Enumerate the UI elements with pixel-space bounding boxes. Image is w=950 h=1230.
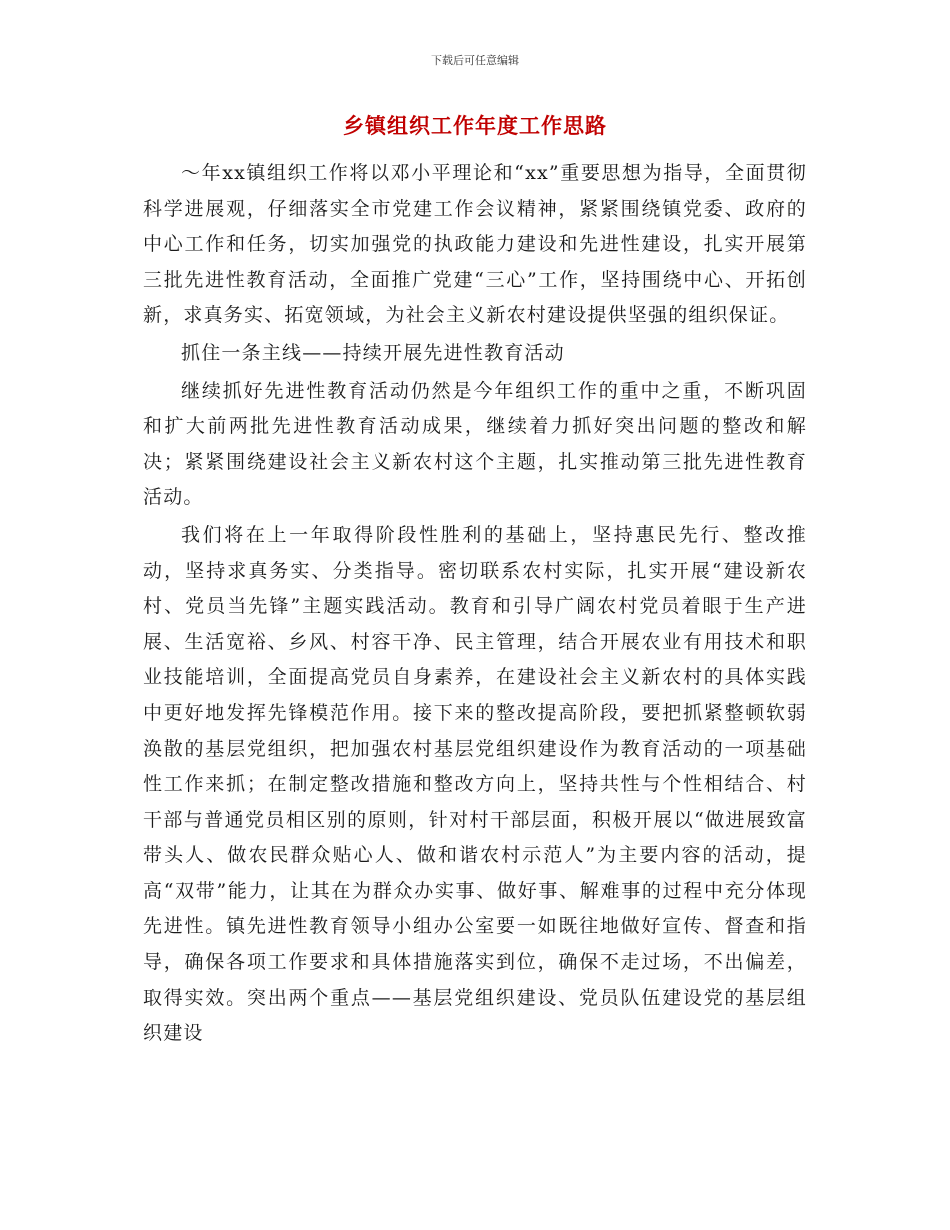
paragraph-continue-education: 继续抓好先进性教育活动仍然是今年组织工作的重中之重，不断巩固和扩大前两批先进性教育活动成果，继续着力抓好突出问题的整改和解决；紧紧围绕建设社会主义新农村这个主题，扎实推动第三批先进性教育活动。 bbox=[143, 379, 807, 509]
paragraph-work-plan: 我们将在上一年取得阶段性胜利的基础上，坚持惠民先行、整改推动，坚持求真务实、分类指导。密切联系农村实际，扎实开展“建设新农村、党员当先锋”主题实践活动。教育和引导广阔农村党员着眼于生产进展、生活宽裕、乡风、村容干净、民主管理，结合开展农业有用技术和职业技能培训，全面提高党员自身素养，在建设社会主义新农村的具体实践中更好地发挥先锋模范作用。接下来的整改提高阶段，要把抓紧整顿软弱涣散的基层党组织，把加强农村基层党组织建设作为教育活动的一项基础性工作来抓；在制定整改措施和整改方向上，坚持共性与个性相结合、村干部与普通党员相区别的原则，针对村干部层面，积极开展以“做进展致富带头人、做农民群众贴心人、做和谐农村示范人”为主要内容的活动，提高“双带”能力，让其在为群众办实事、做好事、解难事的过程中充分体现先进性。镇先进性教育领导小组办公室要一如既往地做好宣传、督查和指导，确保各项工作要求和具体措施落实到位，确保不走过场，不出偏差，取得实效。突出两个重点——基层党组织建设、党员队伍建设党的基层组织建设 bbox=[143, 523, 807, 1045]
paragraph-intro: ～年xx镇组织工作将以邓小平理论和“xx”重要思想为指导，全面贯彻科学进展观，仔细落实全市党建工作会议精神，紧紧围绕镇党委、政府的中心工作和任务，切实加强党的执政能力建设和先进性建设，扎实开展第三批先进性教育活动，全面推广党建“三心”工作，坚持围绕中心、开拓创新，求真务实、拓宽领域，为社会主义新农村建设提供坚强的组织保证。 bbox=[143, 162, 807, 327]
header-note: 下载后可任意编辑 bbox=[431, 54, 519, 67]
paragraph-heading-main-line: 抓住一条主线——持续开展先进性教育活动 bbox=[181, 341, 565, 364]
document-body bbox=[143, 156, 807, 1052]
document-title: 乡镇组织工作年度工作思路 bbox=[343, 113, 607, 138]
